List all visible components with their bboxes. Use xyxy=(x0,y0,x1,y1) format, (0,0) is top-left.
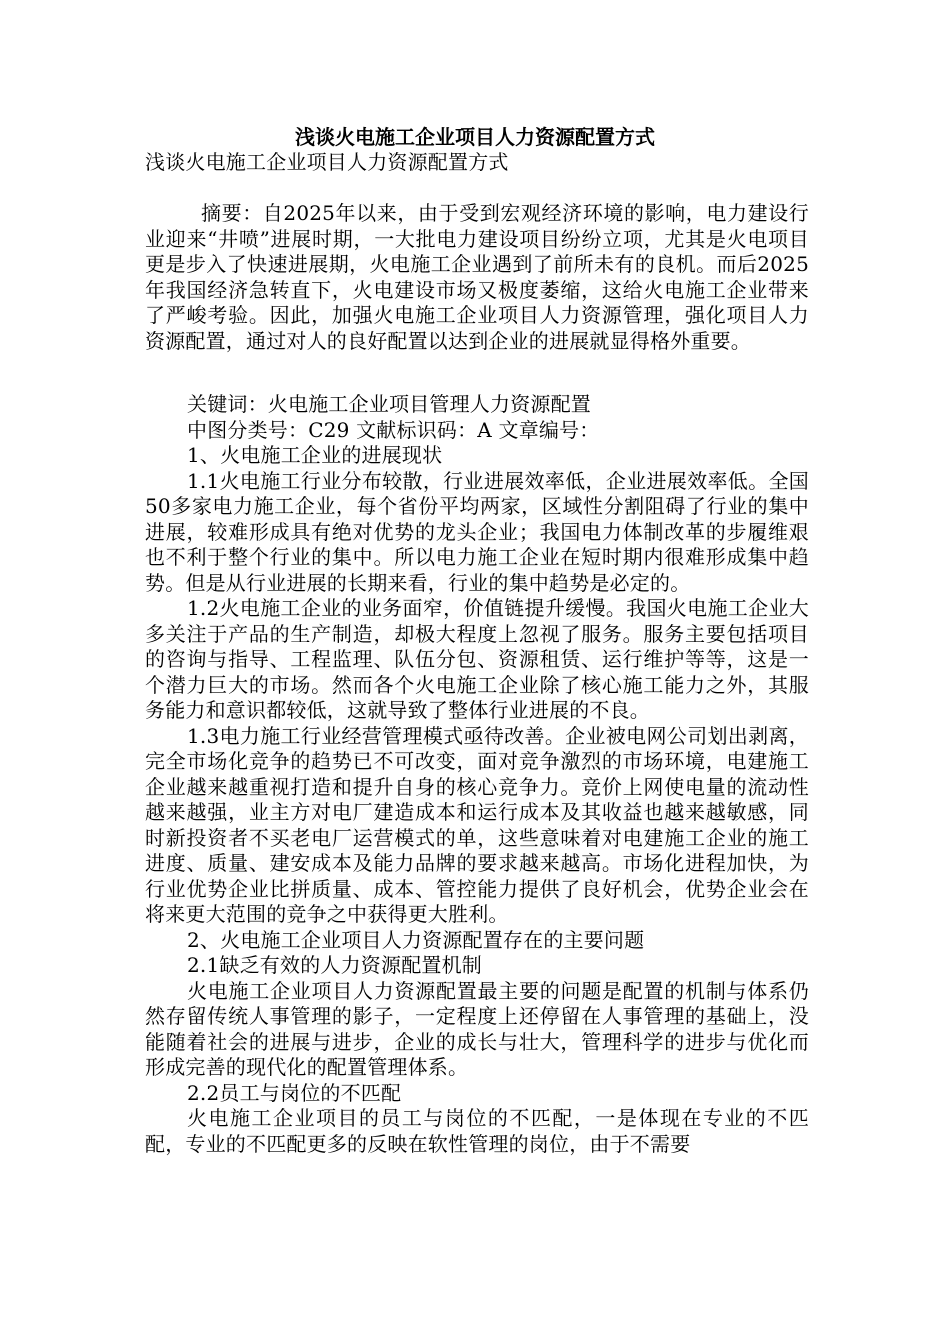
document-body xyxy=(145,150,809,1157)
document-subtitle: 浅谈火电施工企业项目人力资源配置方式 xyxy=(145,150,509,174)
paragraph-2-2: 火电施工企业项目的员工与岗位的不匹配，一是体现在专业的不匹配，专业的不匹配更多的反映在软性管理的岗位，由于不需要 xyxy=(145,1106,809,1156)
spacer xyxy=(145,354,809,392)
subheading-2-1: 2.1缺乏有效的人力资源配置机制 xyxy=(187,953,483,977)
keywords-line: 关键词：火电施工企业项目管理人力资源配置 xyxy=(187,392,591,416)
classification-line: 中图分类号：C29 文献标识码：A 文章编号： xyxy=(187,417,600,442)
paragraph-1-2: 1.2火电施工企业的业务面窄，价值链提升缓慢。我国火电施工企业大多关注于产品的生产制造，却极大程度上忽视了服务。服务主要包括项目的咨询与指导、工程监理、队伍分包、资源租赁、运行维护等等，这是一个潜力巨大的市场。然而各个火电施工企业除了核心施工能力之外，其服务能力和意识都较低，这就导致了整体行业进展的不良。 xyxy=(145,596,809,722)
section-1-heading: 1、火电施工企业的进展现状 xyxy=(187,443,443,467)
section-2-heading: 2、火电施工企业项目人力资源配置存在的主要问题 xyxy=(187,927,645,952)
paragraph-1-3: 1.3电力施工行业经营管理模式亟待改善。企业被电网公司划出剥离，完全市场化竞争的趋势已不可改变，面对竞争激烈的市场环境，电建施工企业越来越重视打造和提升自身的核心竞争力。竞价上网使电量的流动性越来越强，业主方对电厂建造成本和运行成本及其收益也越来越敏感，同时新投资者不买老电厂运营模式的单，这些意味着对电建施工企业的施工进度、质量、建安成本及能力品牌的要求越来越高。市场化进程加快，为行业优势企业比拼质量、成本、管控能力提供了良好机会，优势企业会在将来更大范围的竞争之中获得更大胜利。 xyxy=(145,723,809,926)
paragraph-2-1: 火电施工企业项目人力资源配置最主要的问题是配置的机制与体系仍然存留传统人事管理的影子，一定程度上还停留在人事管理的基础上，没能随着社会的进展与进步，企业的成长与壮大，管理科学的进步与优化而形成完善的现代化的配置管理体系。 xyxy=(145,978,809,1079)
document-title: 浅谈火电施工企业项目人力资源配置方式 xyxy=(295,125,655,149)
subheading-2-2: 2.2员工与岗位的不匹配 xyxy=(187,1080,402,1105)
paragraph-1-1: 1.1火电施工行业分布较散，行业进展效率低，企业进展效率低。全国50多家电力施工企业，每个省份平均两家，区域性分割阻碍了行业的集中进展，较难形成具有绝对优势的龙头企业；我国电力体制改革的步履维艰也不利于整个行业的集中。所以电力施工企业在短时期内很难形成集中趋势。但是从行业进展的长期来看，行业的集中趋势是必定的。 xyxy=(145,468,809,595)
spacer xyxy=(145,176,809,202)
abstract-paragraph: 摘要：自2025年以来，由于受到宏观经济环境的影响，电力建设行业迎来“井喷”进展时期，一大批电力建设项目纷纷立项，尤其是火电项目更是步入了快速进展期，火电施工企业遇到了前所未有的良机。而后2025年我国经济急转直下，火电建设市场又极度萎缩，这给火电施工企业带来了严峻考验。因此，加强火电施工企业项目人力资源管理，强化项目人力资源配置，通过对人的良好配置以达到企业的进展就显得格外重要。 xyxy=(145,201,809,353)
